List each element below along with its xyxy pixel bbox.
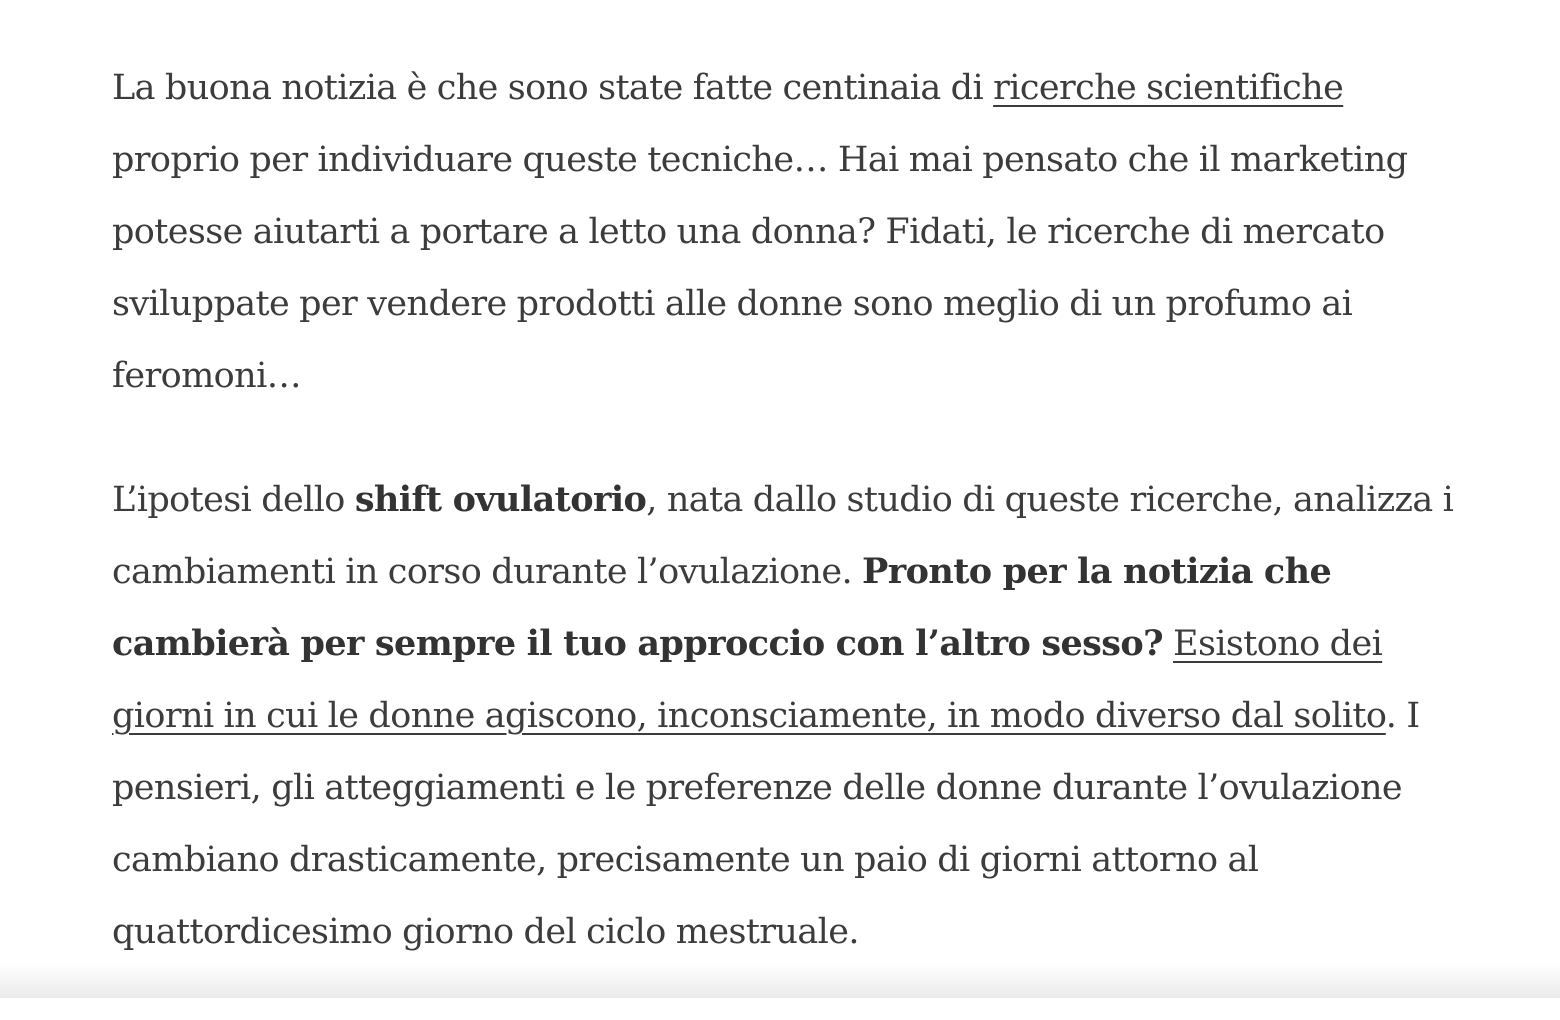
scientific-research-link[interactable]: ricerche scientifiche [993,68,1344,108]
paragraph [112,52,1457,412]
paragraph-text: La buona notizia è che sono state fatte centinaia di [112,68,994,108]
paragraph-text: L’ipotesi dello [112,480,355,520]
paragraph-text: , nata dallo studio di queste ricerche, analizza i cambiamenti in corso durante l’ovulazione. [112,480,1454,592]
different-days-link[interactable]: Esistono dei giorni in cui le donne agiscono, inconsciamente, in modo diverso dal solito [112,624,1386,736]
bold-sentence: Pronto per la notizia che cambierà per sempre il tuo approccio con l’altro sesso? [112,551,1332,664]
article-body [112,52,1457,1020]
paragraph-text [1163,624,1173,664]
paragraph-text: . I pensieri, gli atteggiamenti e le preferenze delle donne durante l’ovulazione cambiano drasticamente, precisamente un paio di giorni attorno al quattordicesimo giorno del ciclo mestruale. [112,696,1420,952]
paragraph-text: proprio per individuare queste tecniche… Hai mai pensato che il marketing potesse aiutarti a portare a letto una donna? Fidati, le ricerche di mercato sviluppate per vendere prodotti alle donne sono meglio di un profumo ai feromoni… [112,140,1408,396]
bold-term: shift ovulatorio [354,479,647,520]
paragraph [112,464,1457,968]
